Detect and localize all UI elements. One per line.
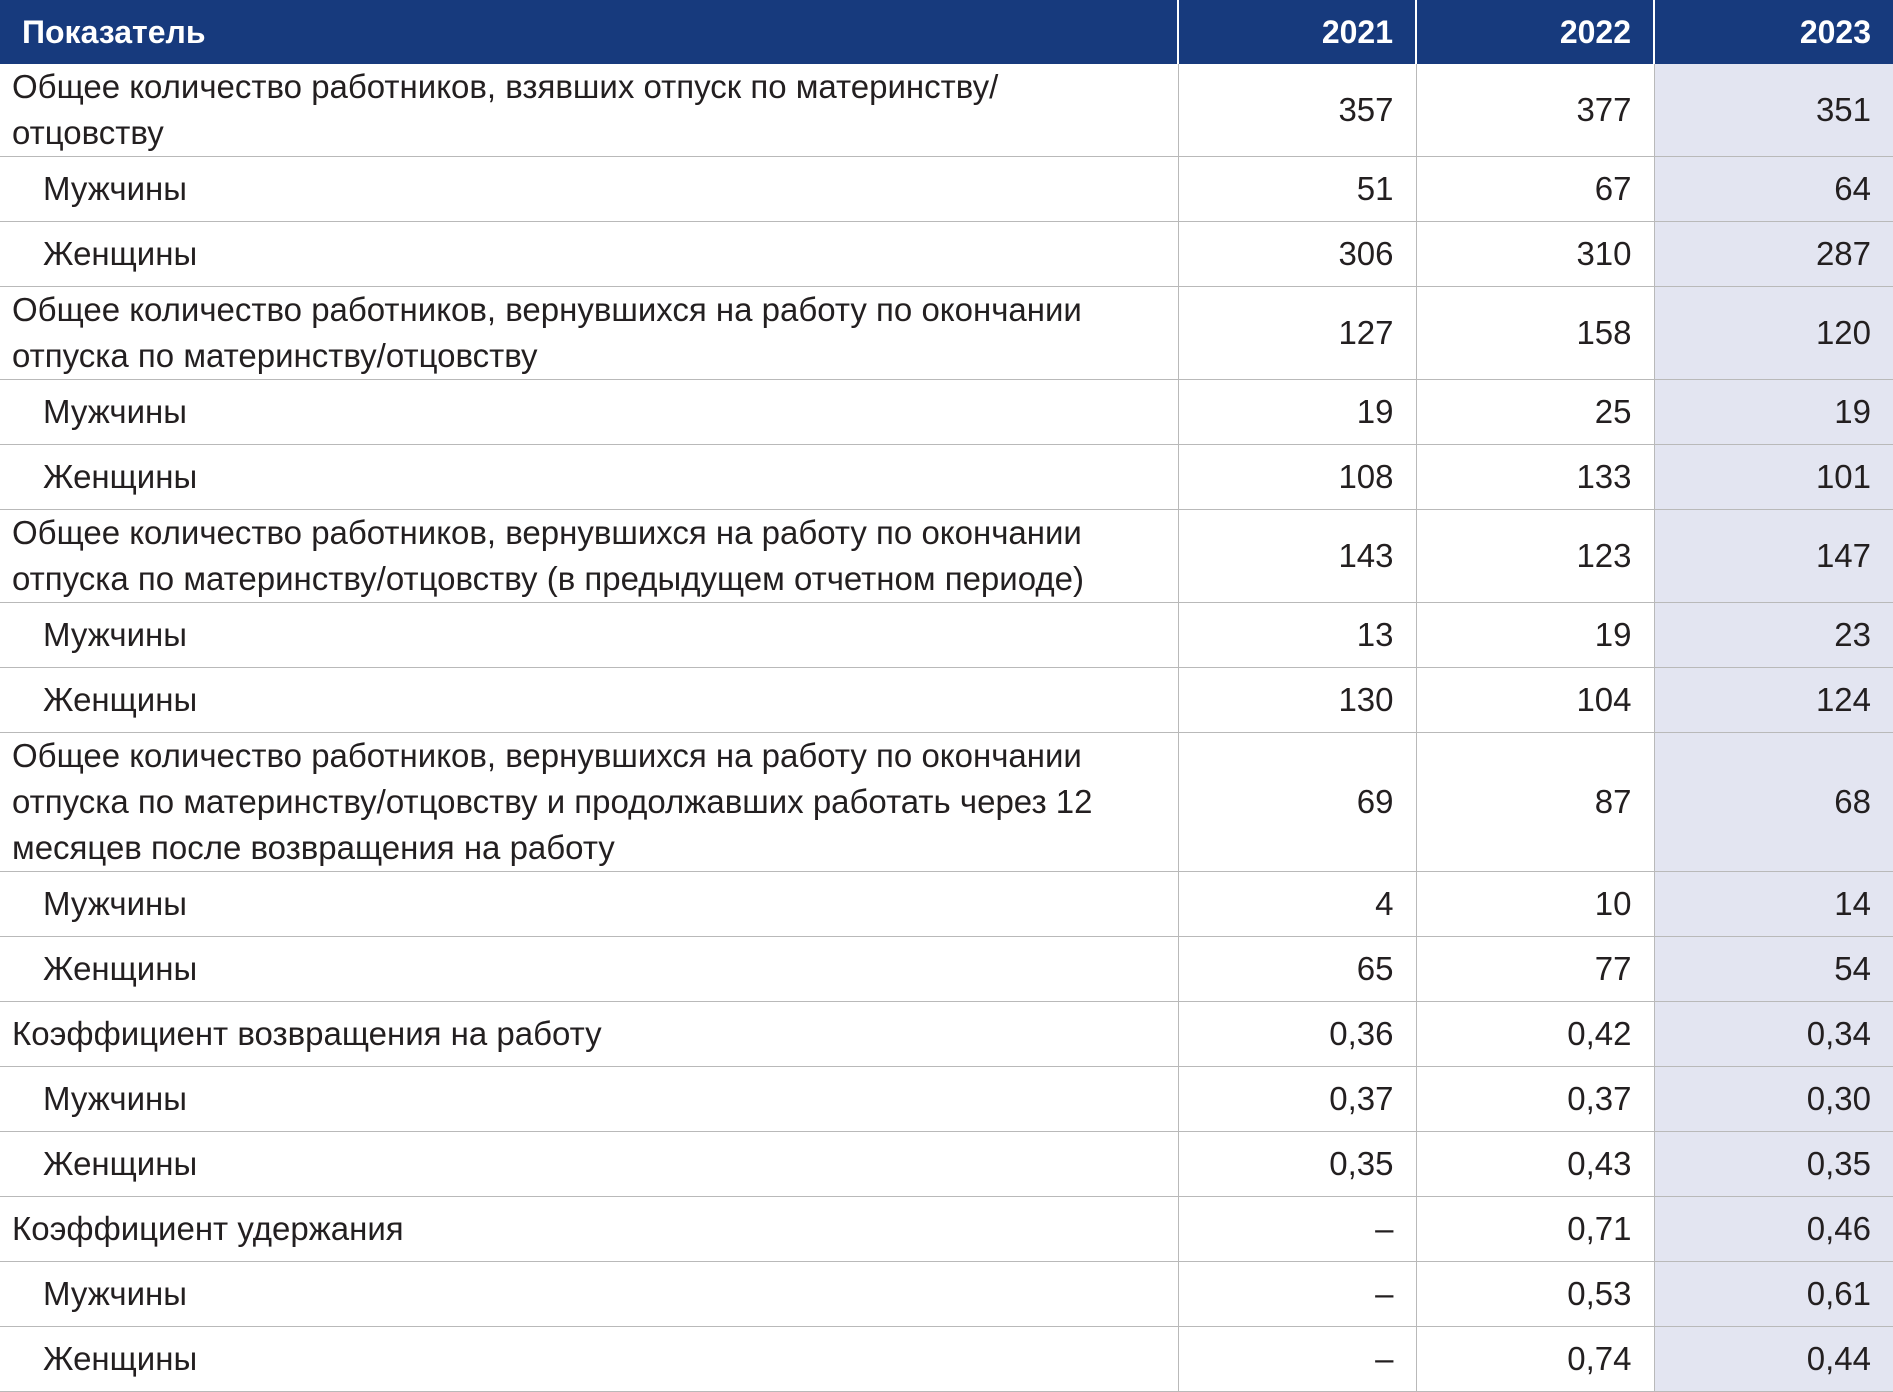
value-2021: 69 bbox=[1178, 733, 1416, 872]
value-2023: 23 bbox=[1654, 603, 1893, 668]
value-2023: 0,34 bbox=[1654, 1002, 1893, 1067]
value-2022: 67 bbox=[1416, 157, 1654, 222]
table-header bbox=[0, 0, 1893, 64]
value-2023: 0,46 bbox=[1654, 1197, 1893, 1262]
indicator-label: Женщины bbox=[0, 222, 1178, 287]
indicator-label: Коэффициент возвращения на работу bbox=[0, 1002, 1178, 1067]
indicator-label: Мужчины bbox=[0, 603, 1178, 668]
value-2022: 25 bbox=[1416, 380, 1654, 445]
value-2021: 0,36 bbox=[1178, 1002, 1416, 1067]
indicator-label: Общее количество работников, вернувшихся на работу по окончании отпуска по материнству/отцовству bbox=[0, 287, 1178, 380]
table-body bbox=[0, 64, 1893, 1392]
table-row bbox=[0, 445, 1893, 510]
indicator-label: Общее количество работников, вернувшихся на работу по окончании отпуска по материнству/отцовству и продолжавших работать через 12 месяцев после возвращения на работу bbox=[0, 733, 1178, 872]
table-row bbox=[0, 1002, 1893, 1067]
table-row bbox=[0, 668, 1893, 733]
value-2022: 0,37 bbox=[1416, 1067, 1654, 1132]
value-2023: 19 bbox=[1654, 380, 1893, 445]
value-2021: 130 bbox=[1178, 668, 1416, 733]
value-2022: 10 bbox=[1416, 872, 1654, 937]
indicator-label: Мужчины bbox=[0, 1262, 1178, 1327]
indicator-label: Мужчины bbox=[0, 872, 1178, 937]
table-row bbox=[0, 157, 1893, 222]
value-2021: – bbox=[1178, 1262, 1416, 1327]
indicator-label: Женщины bbox=[0, 937, 1178, 1002]
value-2023: 147 bbox=[1654, 510, 1893, 603]
header-row bbox=[0, 0, 1893, 64]
value-2021: – bbox=[1178, 1197, 1416, 1262]
value-2021: 0,35 bbox=[1178, 1132, 1416, 1197]
value-2021: 127 bbox=[1178, 287, 1416, 380]
table-row bbox=[0, 1067, 1893, 1132]
value-2022: 77 bbox=[1416, 937, 1654, 1002]
value-2022: 123 bbox=[1416, 510, 1654, 603]
value-2023: 68 bbox=[1654, 733, 1893, 872]
value-2022: 377 bbox=[1416, 64, 1654, 157]
indicator-label: Общее количество работников, вернувшихся на работу по окончании отпуска по материнству/отцовству (в предыдущем отчетном периоде) bbox=[0, 510, 1178, 603]
value-2021: 108 bbox=[1178, 445, 1416, 510]
table-row bbox=[0, 380, 1893, 445]
indicator-label: Женщины bbox=[0, 668, 1178, 733]
value-2023: 287 bbox=[1654, 222, 1893, 287]
value-2023: 0,44 bbox=[1654, 1327, 1893, 1392]
value-2022: 0,74 bbox=[1416, 1327, 1654, 1392]
value-2023: 120 bbox=[1654, 287, 1893, 380]
value-2021: 306 bbox=[1178, 222, 1416, 287]
table-row bbox=[0, 1132, 1893, 1197]
header-year-2023: 2023 bbox=[1654, 0, 1893, 64]
value-2021: 51 bbox=[1178, 157, 1416, 222]
indicator-label: Женщины bbox=[0, 1132, 1178, 1197]
value-2022: 133 bbox=[1416, 445, 1654, 510]
indicator-label: Женщины bbox=[0, 1327, 1178, 1392]
indicator-label: Мужчины bbox=[0, 380, 1178, 445]
value-2023: 351 bbox=[1654, 64, 1893, 157]
table-row bbox=[0, 1262, 1893, 1327]
value-2023: 54 bbox=[1654, 937, 1893, 1002]
table-row bbox=[0, 1197, 1893, 1262]
value-2023: 0,30 bbox=[1654, 1067, 1893, 1132]
value-2021: 0,37 bbox=[1178, 1067, 1416, 1132]
header-indicator: Показатель bbox=[0, 0, 1178, 64]
value-2021: 357 bbox=[1178, 64, 1416, 157]
table-row bbox=[0, 603, 1893, 668]
value-2022: 158 bbox=[1416, 287, 1654, 380]
value-2023: 14 bbox=[1654, 872, 1893, 937]
value-2021: 65 bbox=[1178, 937, 1416, 1002]
value-2022: 0,42 bbox=[1416, 1002, 1654, 1067]
value-2023: 124 bbox=[1654, 668, 1893, 733]
value-2021: 19 bbox=[1178, 380, 1416, 445]
indicator-label: Мужчины bbox=[0, 157, 1178, 222]
indicator-label: Женщины bbox=[0, 445, 1178, 510]
indicator-label: Коэффициент удержания bbox=[0, 1197, 1178, 1262]
table-row bbox=[0, 937, 1893, 1002]
value-2023: 64 bbox=[1654, 157, 1893, 222]
value-2023: 101 bbox=[1654, 445, 1893, 510]
value-2023: 0,61 bbox=[1654, 1262, 1893, 1327]
value-2022: 310 bbox=[1416, 222, 1654, 287]
value-2023: 0,35 bbox=[1654, 1132, 1893, 1197]
table-row bbox=[0, 510, 1893, 603]
table-row bbox=[0, 64, 1893, 157]
value-2021: 143 bbox=[1178, 510, 1416, 603]
value-2022: 104 bbox=[1416, 668, 1654, 733]
value-2022: 87 bbox=[1416, 733, 1654, 872]
header-year-2021: 2021 bbox=[1178, 0, 1416, 64]
table-row bbox=[0, 287, 1893, 380]
value-2022: 0,43 bbox=[1416, 1132, 1654, 1197]
value-2021: – bbox=[1178, 1327, 1416, 1392]
table-row bbox=[0, 222, 1893, 287]
indicator-label: Общее количество работников, взявших отпуск по материнству/ отцовству bbox=[0, 64, 1178, 157]
table-row bbox=[0, 733, 1893, 872]
table-row bbox=[0, 1327, 1893, 1392]
header-year-2022: 2022 bbox=[1416, 0, 1654, 64]
table-row bbox=[0, 872, 1893, 937]
value-2022: 0,71 bbox=[1416, 1197, 1654, 1262]
value-2022: 0,53 bbox=[1416, 1262, 1654, 1327]
value-2022: 19 bbox=[1416, 603, 1654, 668]
value-2021: 13 bbox=[1178, 603, 1416, 668]
indicator-label: Мужчины bbox=[0, 1067, 1178, 1132]
value-2021: 4 bbox=[1178, 872, 1416, 937]
